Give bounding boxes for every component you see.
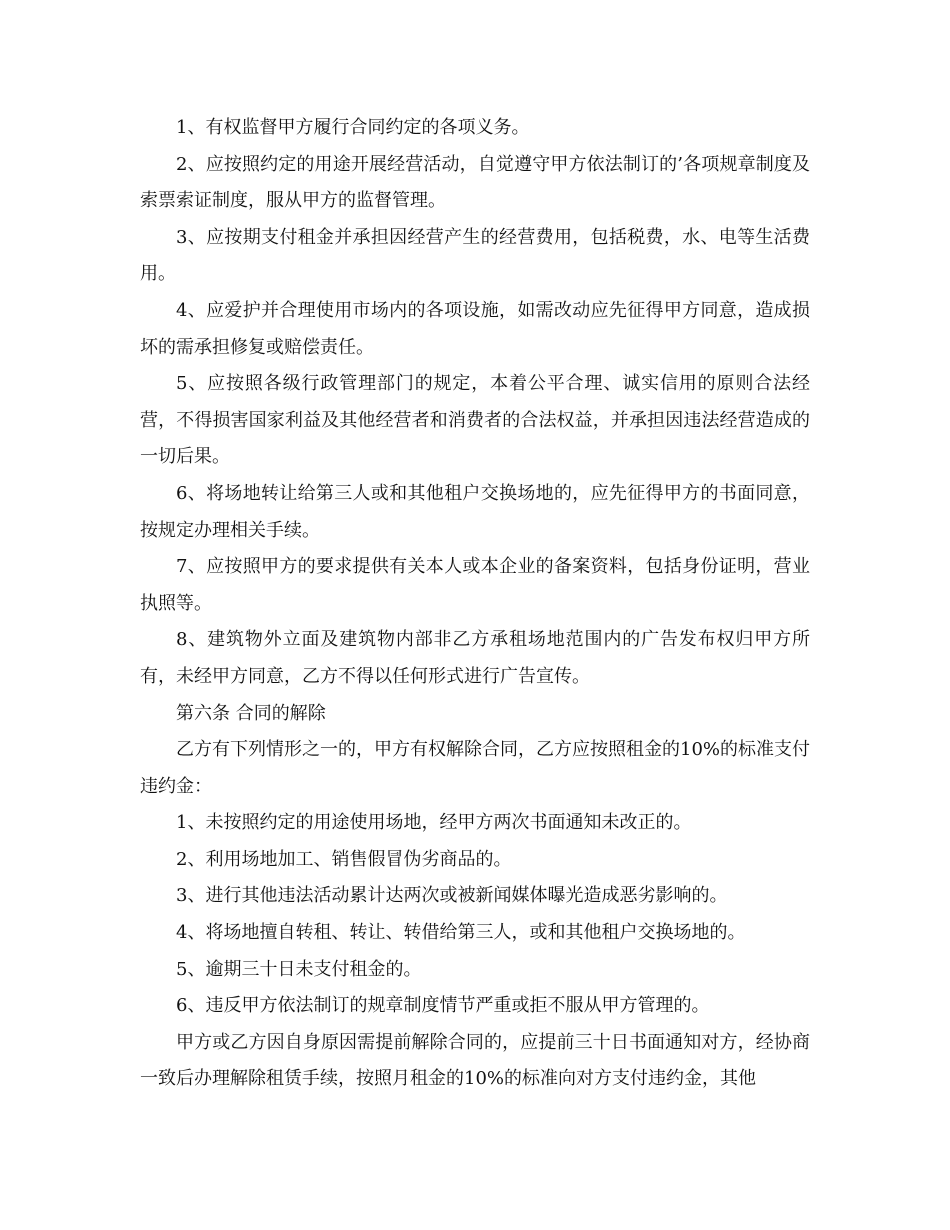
paragraph-termination-3: 3、进行其他违法活动累计达两次或被新闻媒体曝光造成恶劣影响的。 [176, 885, 728, 907]
document-body [140, 110, 810, 1098]
paragraph-termination-6: 6、违反甲方依法制订的规章制度情节严重或拒不服从甲方管理的。 [176, 995, 710, 1017]
paragraph-right-3: 3、应按期支付租金并承担因经营产生的经营费用，包括税费，水、电等生活费用。 [140, 226, 810, 285]
paragraph-termination-intro: 乙方有下列情形之一的，甲方有权解除合同，乙方应按照租金的10%的标准支付违约金： [140, 739, 811, 797]
section-heading-termination: 第六条 合同的解除 [176, 702, 326, 724]
paragraph-right-7: 7、应按照甲方的要求提供有关本人或本企业的备案资料，包括身份证明，营业执照等。 [140, 556, 810, 614]
paragraph-termination-4: 4、将场地擅自转租、转让、转借给第三人，或和其他租户交换场地的。 [176, 922, 746, 944]
paragraph-right-1: 1、有权监督甲方履行合同约定的各项义务。 [176, 117, 530, 138]
paragraph-right-2: 2、应按照约定的用途开展经营活动，自觉遵守甲方依法制订的’各项规章制度及索票索证制度，服从甲方的监督管理。 [140, 153, 810, 212]
paragraph-termination-2: 2、利用场地加工、销售假冒伪劣商品的。 [176, 848, 512, 870]
paragraph-right-4: 4、应爱护并合理使用市场内的各项设施，如需改动应先征得甲方同意，造成损坏的需承担修复或赔偿责任。 [140, 299, 810, 358]
paragraph-right-8: 8、建筑物外立面及建筑物内部非乙方承租场地范围内的广告发布权归甲方所有，未经甲方同意，乙方不得以任何形式进行广告宣传。 [140, 629, 810, 687]
paragraph-right-5: 5、应按照各级行政管理部门的规定，本着公平合理、诚实信用的原则合法经营，不得损害国家利益及其他经营者和消费者的合法权益，并承担因违法经营造成的一切后果。 [140, 373, 810, 468]
paragraph-early-termination: 甲方或乙方因自身原因需提前解除合同的，应提前三十日书面通知对方，经协商一致后办理解除租赁手续，按照月租金的10%的标准向对方支付违约金，其他 [140, 1031, 810, 1090]
paragraph-termination-5: 5、逾期三十日未支付租金的。 [176, 958, 422, 980]
paragraph-termination-1: 1、未按照约定的用途使用场地，经甲方两次书面通知未改正的。 [176, 812, 692, 834]
paragraph-right-6: 6、将场地转让给第三人或和其他租户交换场地的，应先征得甲方的书面同意，按规定办理相关手续。 [140, 482, 810, 541]
